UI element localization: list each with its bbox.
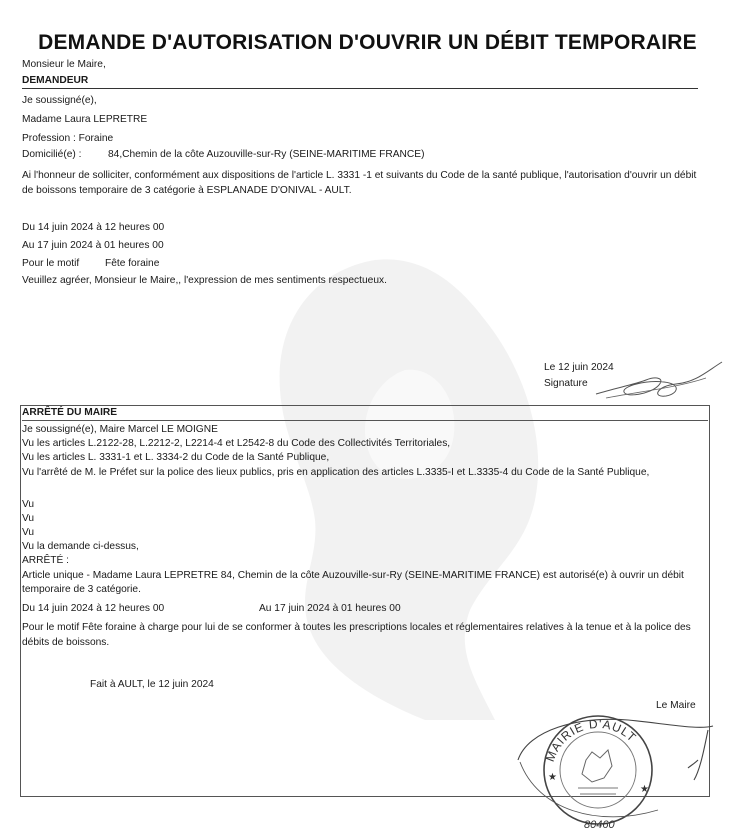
svg-text:★: ★ [640,784,649,795]
signature-label: Signature [544,378,588,389]
demandeur-heading: DEMANDEUR [22,75,89,86]
svg-text:MAIRIE D'AULT: MAIRIE D'AULT [542,716,640,764]
svg-text:★: ★ [548,772,557,783]
arrete-line-vu-cgct: Vu les articles L.2122-28, L.2212-2, L2214-4 et L2542-8 du Code des Collectivités Territoriales, [22,438,451,449]
arrete-vu-3: Vu [22,527,35,538]
profession-row [22,133,113,146]
arrete-charge-text: Pour le motif Fête foraine à charge pour lui de se conformer à toutes les prescriptions locales et réglementaires relatives à la tenue et à la police des débits de boissons. [22,622,691,648]
arrete-heading: ARRÊTÉ DU MAIRE [22,407,118,418]
arrete-vu-2: Vu [22,513,35,524]
salutation: Monsieur le Maire, [22,59,106,70]
arrete-date-from: Du 14 juin 2024 à 12 heures 00 [22,603,165,614]
demandeur-soussigne: Je soussigné(e), [22,95,97,106]
profession-value: Foraine [78,133,114,144]
motif-value: Fête foraine [105,258,160,269]
document-title: DEMANDE D'AUTORISATION D'OUVRIR UN DÉBIT TEMPORAIRE [38,31,697,54]
arrete-vu-demande: Vu la demande ci-dessus, [22,541,139,552]
applicant-signature-image [586,358,724,404]
arrete-line-maire: Je soussigné(e), Maire Marcel LE MOIGNE [22,424,218,435]
mairie-stamp-image [508,700,723,832]
arrete-le-maire: Le Maire [656,700,696,711]
domicile-value: 84,Chemin de la côte Auzouville-sur-Ry (SEINE-MARITIME FRANCE) [108,149,425,160]
demandeur-rule [22,88,698,89]
arrete-article-text: Article unique - Madame Laura LEPRETRE 84, Chemin de la côte Auzouville-sur-Ry (SEINE-MARITIME FRANCE) est autorisé(e) à ouvrir un débit temporaire de 3 catégorie. [22,570,684,595]
arrete-prefet-text: Vu l'arrêté de M. le Préfet sur la police des lieux publics, pris en application des articles L.3335-I et L.3335-4 du Code de la Santé Publique, [22,467,650,478]
demandeur-name: Madame Laura LEPRETRE [22,114,148,125]
arrete-line-vu-csp: Vu les articles L. 3331-1 et L. 3334-2 du Code de la Santé Publique, [22,452,330,463]
request-date-line: Le 12 juin 2024 [544,362,614,373]
domicile-label: Domicilié(e) : [22,149,82,160]
closing-text: Veuillez agréer, Monsieur le Maire,, l'expression de mes sentiments respectueux. [22,275,387,286]
request-date-from: Du 14 juin 2024 à 12 heures 00 [22,222,165,233]
arrete-rule [22,420,708,421]
arrete-date-to: Au 17 juin 2024 à 01 heures 00 [259,603,401,614]
arrete-fait: Fait à AULT, le 12 juin 2024 [90,679,214,690]
profession-label: Profession : [22,133,76,144]
motif-label: Pour le motif [22,258,80,269]
request-date-to: Au 17 juin 2024 à 01 heures 00 [22,240,164,251]
svg-text:80460: 80460 [584,819,615,831]
request-text: Ai l'honneur de solliciter, conformément aux dispositions de l'article L. 3331 -1 et suivants du Code de la santé publique, l'autorisation d'ouvrir un débit de boissons temporaire de 3 catégorie à ESPLANADE D'ONIVAL - AULT. [22,170,697,196]
arrete-vu-1: Vu [22,499,35,510]
arrete-label: ARRÊTÉ : [22,555,69,566]
